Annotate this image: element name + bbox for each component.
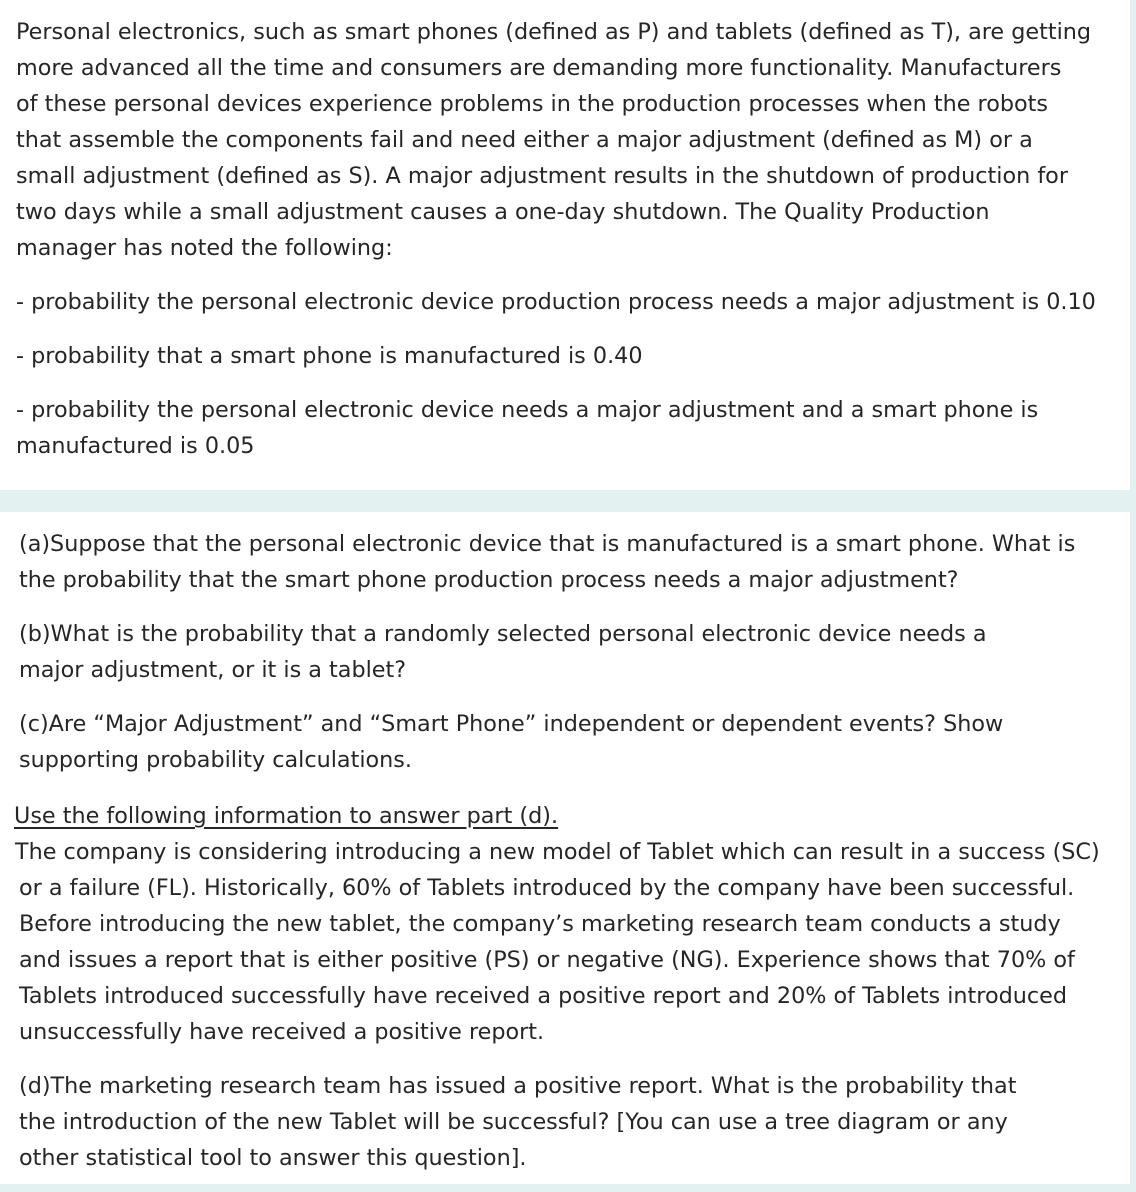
bullet-line: - probability the personal electronic device needs a major adjustment and a smart phone is bbox=[16, 397, 1039, 423]
question-c bbox=[19, 706, 1130, 778]
questions-panel bbox=[0, 512, 1130, 1184]
part-d-info-line: Tablets introduced successfully have received a positive report and 20% of Tablets introduced bbox=[19, 983, 1068, 1009]
question-line: the introduction of the new Tablet will be successful? [You can use a tree diagram or any bbox=[19, 1109, 1008, 1135]
bullet-joint-probability bbox=[16, 392, 1130, 464]
question-a bbox=[19, 526, 1130, 598]
intro-line: two days while a small adjustment causes a one-day shutdown. The Quality Production bbox=[16, 199, 990, 225]
question-line: other statistical tool to answer this question]. bbox=[19, 1145, 527, 1171]
part-d-info-line: or a failure (FL). Historically, 60% of Tablets introduced by the company have been successful. bbox=[19, 875, 1075, 901]
question-line: (b)What is the probability that a randomly selected personal electronic device needs a bbox=[19, 621, 987, 647]
question-line: supporting probability calculations. bbox=[19, 747, 413, 773]
part-d-heading: Use the following information to answer part (d). bbox=[14, 803, 559, 829]
question-line: (a)Suppose that the personal electronic device that is manufactured is a smart phone. What is bbox=[19, 531, 1076, 557]
part-d-information bbox=[14, 798, 1130, 1050]
question-b bbox=[19, 616, 1130, 688]
intro-line: manager has noted the following: bbox=[16, 235, 393, 261]
bullet-major-adjustment bbox=[16, 284, 1130, 320]
intro-paragraph bbox=[16, 14, 1130, 266]
question-line: the probability that the smart phone production process needs a major adjustment? bbox=[19, 567, 959, 593]
part-d-info-line: Before introducing the new tablet, the company’s marketing research team conducts a study bbox=[19, 911, 1061, 937]
intro-line: of these personal devices experience problems in the production processes when the robots bbox=[16, 91, 1049, 117]
bullet-line: - probability that a smart phone is manufactured is 0.40 bbox=[16, 343, 643, 369]
part-d-info-line: unsuccessfully have received a positive report. bbox=[19, 1019, 545, 1045]
problem-setup-panel bbox=[0, 0, 1130, 490]
part-d-info-line: The company is considering introducing a new model of Tablet which can result in a success (SC) bbox=[15, 839, 1100, 865]
intro-line: small adjustment (defined as S). A major adjustment results in the shutdown of production for bbox=[16, 163, 1068, 189]
intro-line: Personal electronics, such as smart phones (defined as P) and tablets (defined as T), are getting bbox=[16, 19, 1092, 45]
part-d-info-line: and issues a report that is either positive (PS) or negative (NG). Experience shows that 70% of bbox=[19, 947, 1075, 973]
intro-line: that assemble the components fail and need either a major adjustment (defined as M) or a bbox=[16, 127, 1033, 153]
bullet-line: - probability the personal electronic device production process needs a major adjustment is 0.10 bbox=[16, 289, 1096, 315]
question-line: (c)Are “Major Adjustment” and “Smart Phone” independent or dependent events? Show bbox=[19, 711, 1004, 737]
question-line: major adjustment, or it is a tablet? bbox=[19, 657, 407, 683]
intro-line: more advanced all the time and consumers are demanding more functionality. Manufacturers bbox=[16, 55, 1062, 81]
question-d bbox=[19, 1068, 1130, 1176]
bullet-smart-phone bbox=[16, 338, 1130, 374]
question-line: (d)The marketing research team has issued a positive report. What is the probability that bbox=[19, 1073, 1017, 1099]
bullet-line: manufactured is 0.05 bbox=[16, 433, 255, 459]
